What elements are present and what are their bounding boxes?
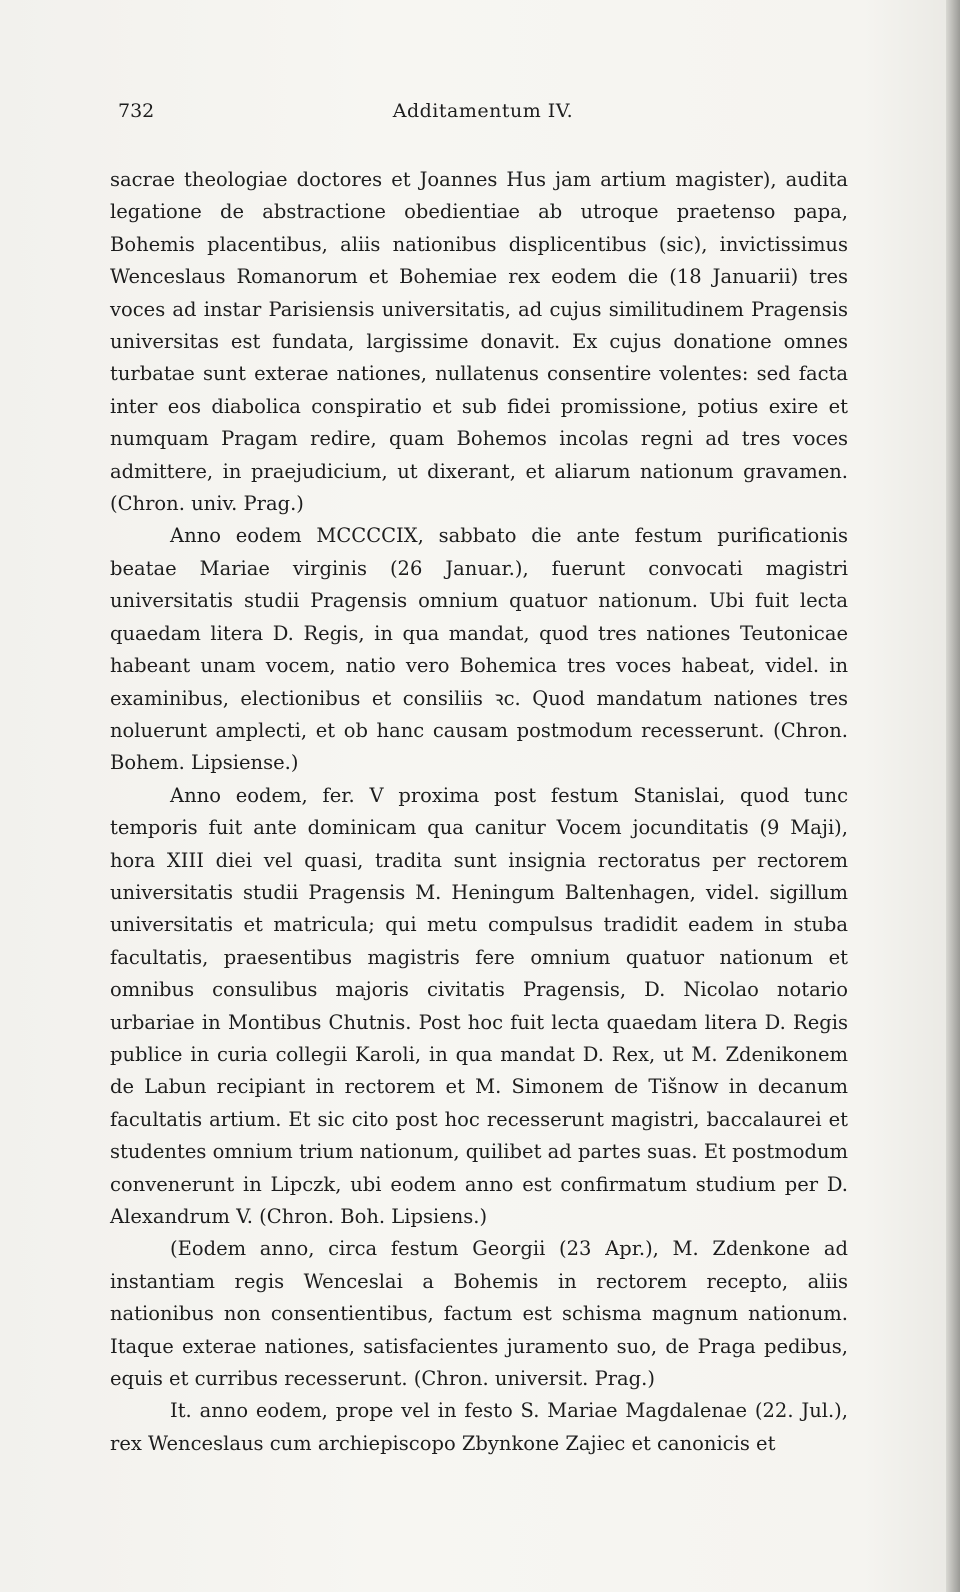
page-number: 732 [118, 100, 155, 122]
paragraph-3: Anno eodem, fer. V proxima post festum Stanislai, quod tunc temporis fuit ante dominicam qua canitur Vocem jocunditatis (9 Maji), hora XIII diei vel quasi, tradita sunt insignia rectoratus per rectorem universitatis studii Pragensis M. Heningum Baltenhagen, videl. sigillum universitatis et matricula; qui metu compulsus tradidit eadem in stuba facultatis, praesentibus magistris fere omnium quatuor nationum et omnibus consulibus majoris civitatis Pragensis, D. Nicolao notario urbariae in Montibus Chutnis. Post hoc fuit lecta quaedam litera D. Regis publice in curia collegii Karoli, in qua mandat D. Rex, ut M. Zdenikonem de Labun recipiant in rectorem et M. Simonem de Tišnow in decanum facultatis artium. Et sic cito post hoc recesserunt magistri, baccalaurei et studentes omnium trium nationum, quilibet ad partes suas. Et postmodum convenerunt in Lipczk, ubi eodem anno est confirmatum studium per D. Alexandrum V. (Chron. Boh. Lipsiens.) [110, 783, 848, 1228]
paragraph-4: (Eodem anno, circa festum Georgii (23 Apr.), M. Zdenkone ad instantiam regis Wenceslai a Bohemis in rectorem recepto, aliis nationibus non consentientibus, factum est schisma magnum nationum. Itaque exterae nationes, satisfacientes juramento suo, de Praga pedibus, equis et curribus recesserunt. (Chron. universit. Prag.) [110, 1237, 848, 1391]
paragraph-1: sacrae theologiae doctores et Joannes Hus jam artium magister), audita legatione de abstractione obedientiae ab utroque praetenso papa, Bohemis placentibus, aliis nationibus displicentibus (sic), invictissimus Wenceslaus Romanorum et Bohemiae rex eodem die (18 Januarii) tres voces ad instar Parisiensis universitatis, ad cujus similitudinem Pragensis universitas est fundata, largissime donavit. Ex cujus donatione omnes turbatae sunt exterae nationes, nullatenus consentire volentes: sed facta inter eos diabolica conspiratio et sub fidei promissione, potius exire et numquam Pragam redire, quam Bohemos incolas regni ad tres voces admittere, in praejudicium, ut dixerant, et aliarum nationum gravamen. (Chron. univ. Prag.) [110, 168, 848, 516]
paragraph-2: Anno eodem MCCCCIX, sabbato die ante festum purificationis beatae Mariae virginis (26 Januar.), fuerunt convocati magistri universitatis studii Pragensis omnium quatuor nationum. Ubi fuit lecta quaedam litera D. Regis, in qua mandat, quod tres nationes Teutonicae habeant unam vocem, natio vero Bohemica tres voces habeat, videl. in examinibus, electionibus et consiliis ꝛc. Quod mandatum nationes tres noluerunt amplecti, et ob hanc causam postmodum recesserunt. (Chron. Bohem. Lipsiense.) [110, 524, 848, 775]
page-header [118, 100, 848, 132]
running-title: Additamentum IV. [392, 100, 574, 122]
paragraph-5: It. anno eodem, prope vel in festo S. Mariae Magdalenae (22. Jul.), rex Wenceslaus cum archiepiscopo Zbynkone Zajiec et canonicis et [110, 1399, 848, 1455]
page-edge-shadow [946, 0, 960, 1592]
body-text [110, 164, 848, 1460]
